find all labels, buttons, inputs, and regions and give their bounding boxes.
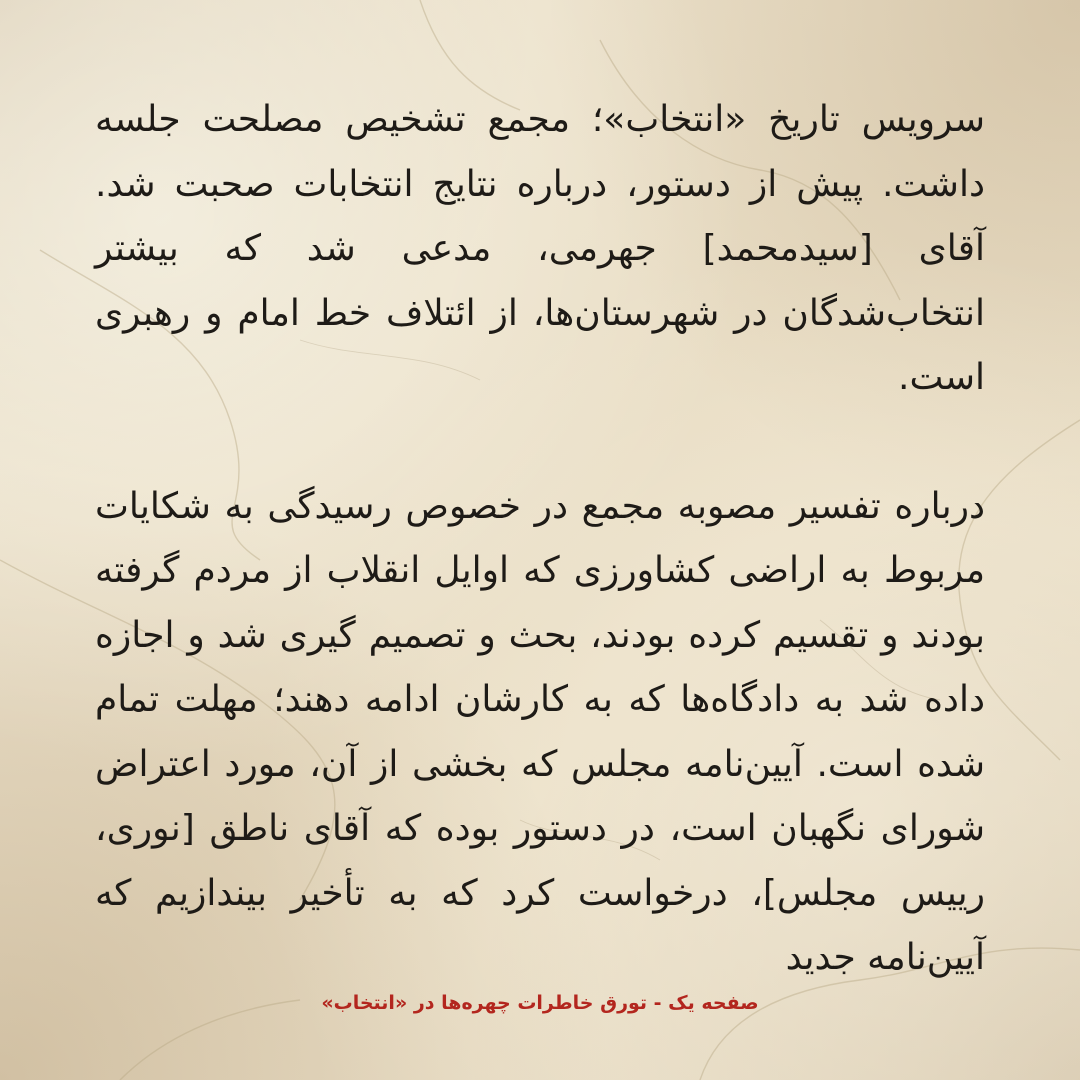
article-body [95,88,985,991]
paragraph-spacer [95,411,985,475]
article-paragraph: سرویس تاریخ «انتخاب»؛ مجمع تشخیص مصلحت جلسه داشت. پیش از دستور، درباره نتایج انتخابات صحبت شد. آقای [سیدمحمد] جهرمی، مدعی شد که بیشتر انتخاب‌شدگان در شهرستان‌ها، از ائتلاف خط امام و رهبری است. [95,99,985,398]
article-paragraph: درباره تفسیر مصوبه مجمع در خصوص رسیدگی به شکایات مربوط به اراضی کشاورزی که اوایل انقلاب از مردم گرفته بودند و تقسیم کرده بودند، بحث و تصمیم گیری شد و اجازه داده شد به دادگاه‌ها که به کارشان ادامه دهند؛ مهلت تمام شده است. آیین‌نامه مجلس که بخشی از آن، مورد اعتراض شورای نگهبان است، در دستور بوده که آقای ناطق [نوری، رییس مجلس]، درخواست کرد که به تأخیر بیندازیم که آیین‌نامه جدید [95,485,985,978]
page-caption: صفحه یک - تورق خاطرات چهره‌ها در «انتخاب» [321,992,759,1014]
